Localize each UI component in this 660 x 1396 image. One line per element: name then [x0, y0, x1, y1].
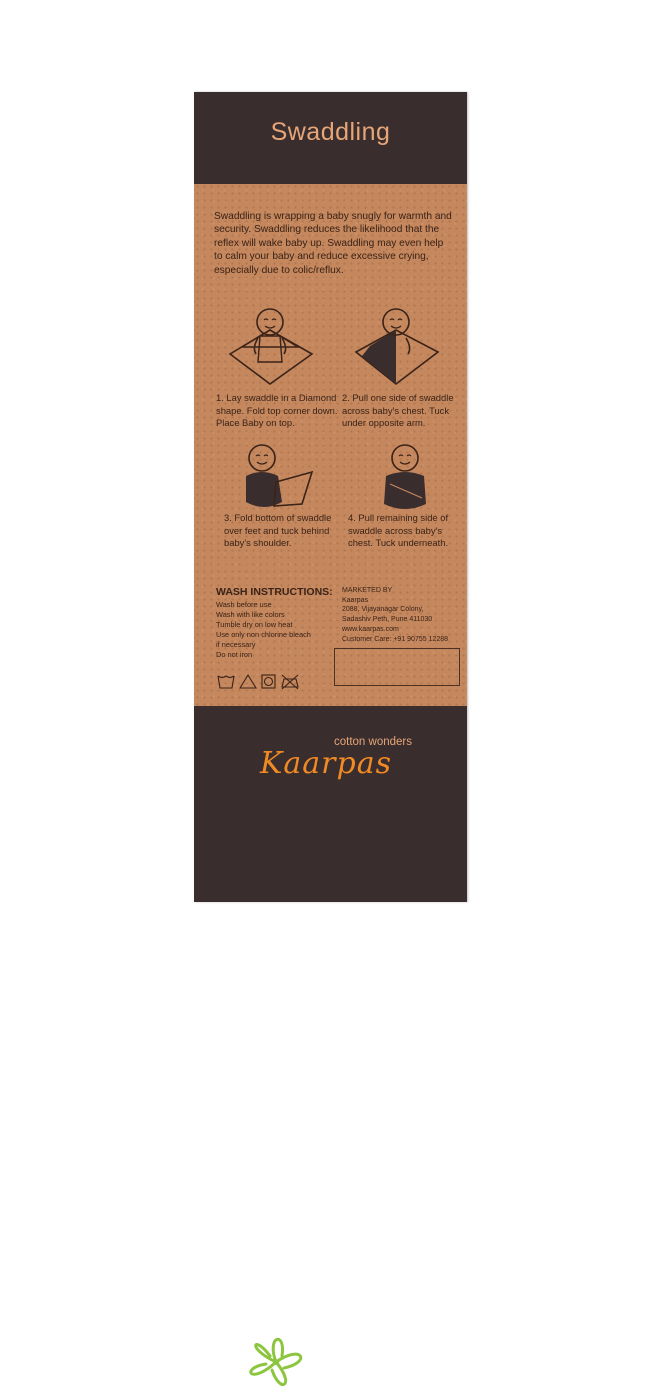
intro-text: Swaddling is wrapping a baby snugly for warmth and security. Swaddling reduces the likelihood that the reflex will wake baby up. Swaddling may even help to calm your baby and reduce excessive crying, especially due to colic/reflux. [214, 211, 452, 276]
wash-item: Wash before use [216, 600, 272, 609]
kaarpas-flower-logo-icon [236, 1326, 316, 1396]
step-1-text: 1. Lay swaddle in a Diamond shape. Fold top corner down. Place Baby on top. [216, 392, 338, 429]
marketed-by-line: 2088, Vijayanagar Colony, [342, 606, 424, 614]
wash-tub-icon [218, 676, 234, 688]
step-1-illustration [220, 304, 320, 392]
wash-item: Use only non chlorine bleach [216, 629, 311, 639]
tumble-dry-icon [262, 675, 275, 688]
package-title: Swaddling [270, 118, 391, 146]
laundry-symbols [216, 672, 316, 690]
wash-item: if necessary [216, 639, 256, 649]
wash-instructions-title: WASH INSTRUCTIONS: [216, 586, 333, 598]
marketed-by-block [342, 586, 448, 644]
wash-item: Wash with like colors [216, 609, 285, 619]
marketed-by-line: Sadashiv Peth, Pune 411030 [342, 616, 433, 624]
step-4-illustration [370, 442, 440, 514]
marketed-by-label: MARKETED BY [342, 587, 393, 594]
bleach-triangle-icon [240, 675, 256, 688]
marketed-by-line: www.kaarpas.com [342, 625, 399, 633]
marketed-by-line: Customer Care: +91 90755 12288 [342, 635, 449, 643]
wash-instructions-list [216, 600, 311, 659]
step-4-text: 4. Pull remaining side of swaddle across baby's chest. Tuck underneath. [348, 512, 449, 549]
wash-item: Do not iron [216, 649, 253, 659]
step-3-text: 3. Fold bottom of swaddle over feet and tuck behind baby's shoulder. [224, 512, 332, 549]
do-not-iron-icon [282, 675, 298, 689]
step-3-illustration [224, 442, 320, 514]
marketed-by-line: Kaarpas [342, 596, 369, 604]
step-2-text: 2. Pull one side of swaddle across baby's chest. Tuck under opposite arm. [342, 392, 454, 429]
step-2-illustration [344, 304, 448, 392]
brand-name: Kaarpas [260, 746, 393, 781]
wash-item: Tumble dry on low heat [216, 619, 293, 629]
brand-tagline: cotton wonders [334, 736, 412, 748]
batch-stamp-box [334, 648, 460, 686]
swaddle-package-card [194, 92, 467, 902]
bottom-band [194, 706, 467, 902]
